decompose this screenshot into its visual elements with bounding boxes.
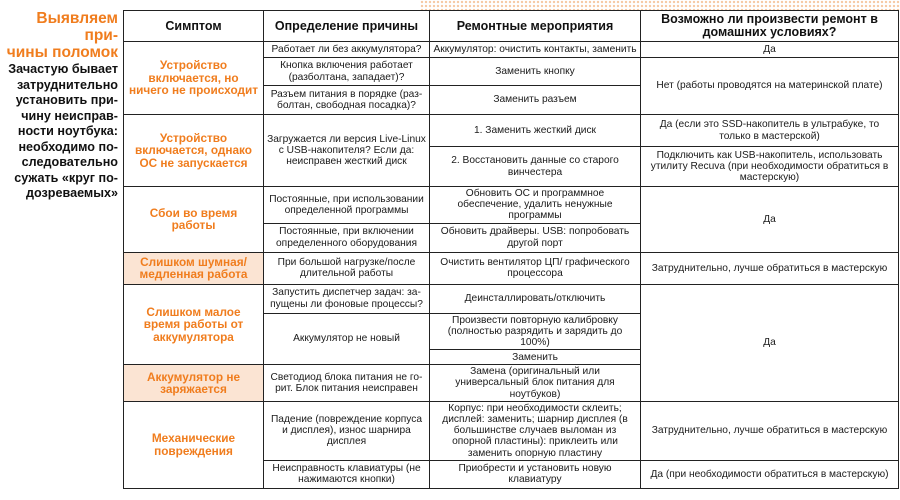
symptom-cell: Слишком шумная/ медленная работа	[124, 252, 264, 284]
sidebar-body-line: ности ноутбука:	[17, 124, 118, 138]
repair-cell: Аккумулятор: очистить контакты, заменить	[430, 42, 641, 58]
sidebar-body-line: Зачастую бывает	[8, 62, 118, 76]
cause-cell: Падение (повреждение корпуса и дисплея), износ шарнира дисплея	[264, 401, 430, 460]
repair-cell: Произвести повторную калибровку (полностью разрядить и зарядить до 100%)	[430, 313, 641, 350]
sidebar-body-line: установить при-	[15, 93, 118, 107]
symptom-cell: Устройство включается, однако ОС не запускается	[124, 115, 264, 187]
home-repair-cell: Нет (работы проводятся на материнской плате)	[641, 58, 899, 115]
repair-cell: Обновить ОС и программное обеспечение, удалить ненужные программы	[430, 187, 641, 224]
cause-cell: Аккумулятор не новый	[264, 313, 430, 365]
cause-cell: Загружается ли версия Live-Linux с USB-накопителя? Если да: неисправен жесткий диск	[264, 115, 430, 187]
sidebar-body-line: сужать «круг по-	[14, 170, 118, 185]
symptom-cell: Устройство включается, но ничего не происходит	[124, 42, 264, 115]
table-row	[124, 401, 899, 460]
header-cause: Определение причины	[264, 11, 430, 42]
troubleshooting-table	[123, 10, 899, 489]
repair-cell: 2. Восстановить данные со старого винчестера	[430, 147, 641, 187]
home-repair-cell: Да (при необходимости обратиться в мастерскую)	[641, 460, 899, 488]
sidebar-body-line: затруднительно	[16, 77, 118, 92]
sidebar-body	[0, 62, 118, 202]
symptom-cell: Сбои во время работы	[124, 187, 264, 253]
table-row	[124, 42, 899, 58]
home-repair-cell: Да	[641, 187, 899, 253]
home-repair-cell: Да	[641, 42, 899, 58]
table-row	[124, 284, 899, 313]
sidebar-body-line: чину неисправ-	[21, 108, 118, 123]
repair-cell: 1. Заменить жесткий диск	[430, 115, 641, 147]
sidebar-title-line: чины поломок	[6, 44, 118, 61]
symptom-cell: Механические повреждения	[124, 401, 264, 488]
cause-cell: Светодиод блока питания не горит. Блок питания неисправен	[264, 365, 430, 402]
symptom-cell: Слишком малое время работы от аккумулятора	[124, 284, 264, 365]
cause-cell: Кнопка включения работает (разболтана, западает)?	[264, 58, 430, 86]
cause-cell: Запустить диспетчер задач: запущены ли фоновые процессы?	[264, 284, 430, 313]
cause-cell: При большой нагрузке/после длительной работы	[264, 252, 430, 284]
sidebar-title-line: Выявляем при-	[36, 10, 118, 44]
home-repair-cell: Подключить как USB-накопитель, использовать утилиту Recuva (при необходимости обратиться в мастерскую)	[641, 147, 899, 187]
home-repair-cell: Затруднительно, лучше обратиться в мастерскую	[641, 252, 899, 284]
repair-cell: Корпус: при необходимости склеить; дисплей: заменить; шарнир дисплея (в большинстве случаев выломан из опорной пластины): приклеить или заменить опорную пластину	[430, 401, 641, 460]
sidebar-intro	[0, 10, 122, 202]
cause-cell: Постоянные, при использовании определенной программы	[264, 187, 430, 224]
sidebar-body-line: следовательно	[21, 155, 118, 169]
cause-cell: Работает ли без аккумулятора?	[264, 42, 430, 58]
table-row	[124, 115, 899, 147]
repair-cell: Заменить	[430, 350, 641, 365]
cause-cell: Разъем питания в порядке (разболтан, свободная посадка)?	[264, 86, 430, 115]
cause-cell: Постоянные, при включении определенного оборудования	[264, 223, 430, 252]
table-header-row	[124, 11, 899, 42]
header-home-repair: Возможно ли произвести ремонт в домашних условиях?	[641, 11, 899, 42]
header-symptom: Симптом	[124, 11, 264, 42]
repair-cell: Заменить кнопку	[430, 58, 641, 86]
repair-cell: Приобрести и установить новую клавиатуру	[430, 460, 641, 488]
sidebar-body-line: дозреваемых»	[26, 186, 118, 200]
cause-cell: Неисправность клавиатуры (не нажимаются кнопки)	[264, 460, 430, 488]
repair-cell: Обновить драйверы. USB: попробовать другой порт	[430, 223, 641, 252]
home-repair-cell: Да (если это SSD-накопитель в ультрабуке, то только в мастерской)	[641, 115, 899, 147]
table-row	[124, 187, 899, 224]
home-repair-cell: Затруднительно, лучше обратиться в мастерскую	[641, 401, 899, 460]
sidebar-title	[0, 10, 118, 61]
table-row	[124, 252, 899, 284]
repair-cell: Заменить разъем	[430, 86, 641, 115]
symptom-cell: Аккумулятор не заряжается	[124, 365, 264, 402]
decorative-dot-pattern	[420, 0, 900, 10]
repair-cell: Замена (оригинальный или универсальный блок питания для ноутбуков)	[430, 365, 641, 402]
repair-cell: Деинсталлировать/отключить	[430, 284, 641, 313]
header-repair: Ремонтные мероприятия	[430, 11, 641, 42]
sidebar-body-line: необходимо по-	[18, 139, 118, 154]
repair-cell: Очистить вентилятор ЦП/ графического процессора	[430, 252, 641, 284]
home-repair-cell: Да	[641, 284, 899, 401]
